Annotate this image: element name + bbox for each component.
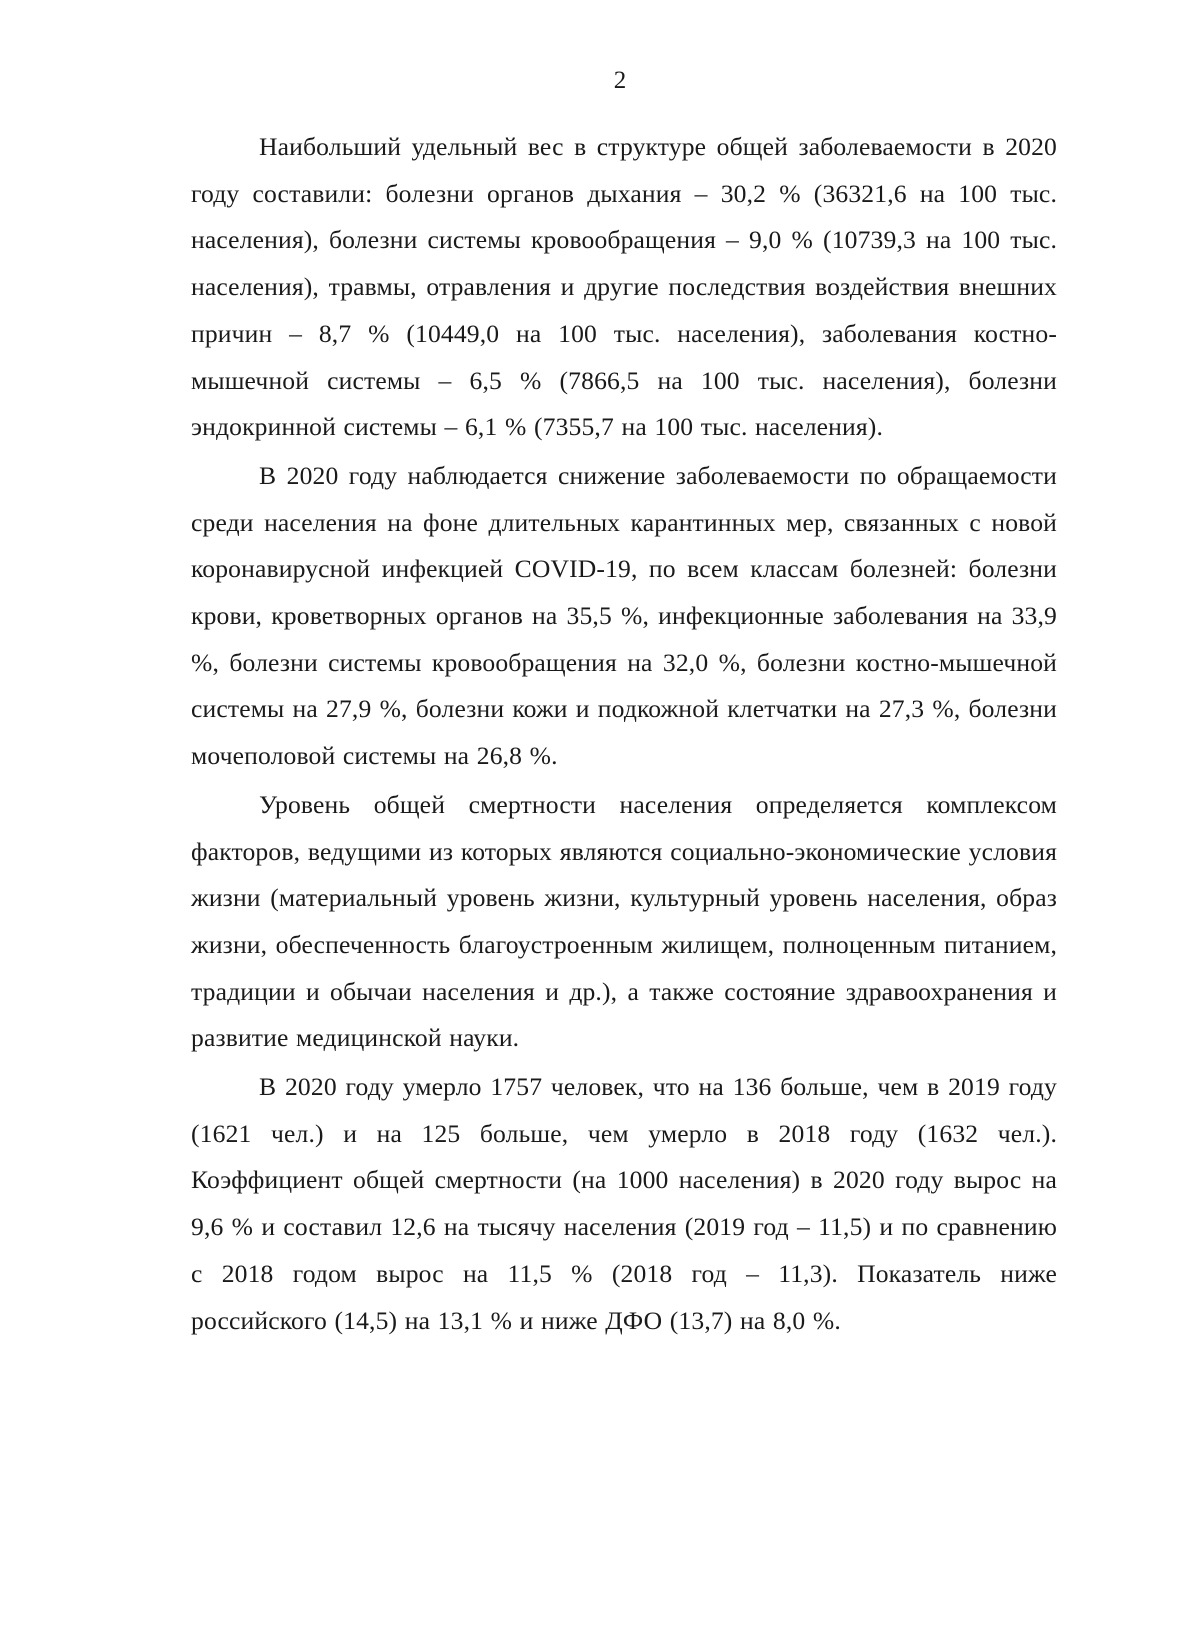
document-body <box>191 124 1057 1346</box>
page-number: 2 <box>613 67 627 94</box>
paragraph-morbidity-decrease: В 2020 году наблюдается снижение заболеваемости по обращаемости среди населения на фоне длительных карантинных мер, связанных с новой коронавирусной инфекцией COVID-19, по всем классам болезней: болезни крови, кроветворных органов на 35,5 %, инфекционные заболевания на 33,9 %, болезни системы кровообращения на 32,0 %, болезни костно-мышечной системы на 27,9 %, болезни кожи и подкожной клетчатки на 27,3 %, болезни мочеполовой системы на 26,8 %. <box>191 460 1057 771</box>
paragraph-mortality-statistics: В 2020 году умерло 1757 человек, что на 136 больше, чем в 2019 году (1621 чел.) и на 125 больше, чем умерло в 2018 году (1632 чел.). Коэффициент общей смертности (на 1000 населения) в 2020 году вырос на 9,6 % и составил 12,6 на тысячу населения (2019 год – 11,5) и по сравнению с 2018 годом вырос на 11,5 % (2018 год – 11,3). Показатель ниже российского (14,5) на 13,1 % и ниже ДФО (13,7) на 8,0 %. <box>191 1072 1057 1335</box>
paragraph-mortality-factors: Уровень общей смертности населения определяется комплексом факторов, ведущими из которых являются социально-экономические условия жизни (материальный уровень жизни, культурный уровень населения, образ жизни, обеспеченность благоустроенным жилищем, полноценным питанием, традиции и обычаи населения и др.), а также состояние здравоохранения и развитие медицинской науки. <box>191 789 1057 1053</box>
paragraph-morbidity-structure: Наибольший удельный вес в структуре общей заболеваемости в 2020 году составили: болезни органов дыхания – 30,2 % (36321,6 на 100 тыс. населения), болезни системы кровообращения – 9,0 % (10739,3 на 100 тыс. населения), травмы, отравления и другие последствия воздействия внешних причин – 8,7 % (10449,0 на 100 тыс. населения), заболевания костно-мышечной системы – 6,5 % (7866,5 на 100 тыс. населения), болезни эндокринной системы – 6,1 % (7355,7 на 100 тыс. населения). <box>191 132 1057 442</box>
